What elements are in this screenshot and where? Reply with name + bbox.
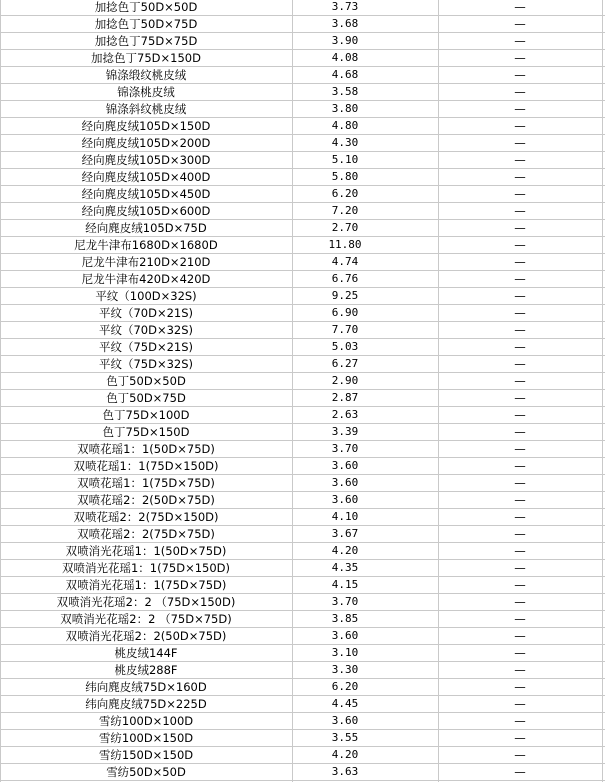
fabric-name-cell[interactable]: 雪纺100D×150D <box>98 731 194 745</box>
table-row[interactable] <box>0 679 605 696</box>
table-row[interactable] <box>0 764 605 781</box>
note-cell[interactable]: — <box>514 612 526 626</box>
note-cell[interactable]: — <box>514 493 526 507</box>
price-cell[interactable]: 4.08 <box>331 51 359 64</box>
price-cell[interactable]: 7.70 <box>331 323 359 336</box>
fabric-name-cell[interactable]: 双喷花瑶1：1(50D×75D) <box>77 442 215 456</box>
note-cell[interactable]: — <box>514 306 526 320</box>
price-cell[interactable]: 3.55 <box>331 731 359 744</box>
fabric-name-cell[interactable]: 尼龙牛津布1680D×1680D <box>74 238 218 252</box>
note-cell[interactable]: — <box>514 697 526 711</box>
fabric-name-cell[interactable]: 双喷花瑶2：2(75D×75D) <box>77 527 215 541</box>
fabric-name-cell[interactable]: 平纹（100D×32S) <box>95 289 197 303</box>
note-cell[interactable]: — <box>514 170 526 184</box>
fabric-name-cell[interactable]: 经向麂皮绒105D×600D <box>81 204 211 218</box>
price-cell[interactable]: 4.15 <box>331 578 359 591</box>
note-cell[interactable]: — <box>514 459 526 473</box>
table-row[interactable] <box>0 594 605 611</box>
fabric-name-cell[interactable]: 经向麂皮绒105D×450D <box>81 187 211 201</box>
table-row[interactable] <box>0 305 605 322</box>
price-cell[interactable]: 4.20 <box>331 544 359 557</box>
table-row[interactable] <box>0 560 605 577</box>
table-row[interactable] <box>0 645 605 662</box>
price-cell[interactable]: 5.80 <box>331 170 359 183</box>
note-cell[interactable]: — <box>514 374 526 388</box>
note-cell[interactable]: — <box>514 629 526 643</box>
table-row[interactable] <box>0 0 605 16</box>
price-cell[interactable]: 6.20 <box>331 187 359 200</box>
table-row[interactable] <box>0 407 605 424</box>
table-row[interactable] <box>0 543 605 560</box>
fabric-name-cell[interactable]: 加捻色丁75D×150D <box>91 51 201 65</box>
price-cell[interactable]: 4.74 <box>331 255 359 268</box>
table-row[interactable] <box>0 220 605 237</box>
note-cell[interactable]: — <box>514 323 526 337</box>
table-row[interactable] <box>0 509 605 526</box>
note-cell[interactable]: — <box>514 731 526 745</box>
fabric-name-cell[interactable]: 双喷消光花瑶1：1(75D×75D) <box>65 578 227 592</box>
table-row[interactable] <box>0 50 605 67</box>
price-cell[interactable]: 4.80 <box>331 119 359 132</box>
price-cell[interactable]: 7.20 <box>331 204 359 217</box>
note-cell[interactable]: — <box>514 204 526 218</box>
table-row[interactable] <box>0 169 605 186</box>
table-row[interactable] <box>0 628 605 645</box>
table-row[interactable] <box>0 390 605 407</box>
fabric-name-cell[interactable]: 纬向麂皮绒75D×225D <box>85 697 207 711</box>
table-row[interactable] <box>0 203 605 220</box>
price-cell[interactable]: 3.30 <box>331 663 359 676</box>
fabric-name-cell[interactable]: 锦涤斜纹桃皮绒 <box>105 102 187 116</box>
note-cell[interactable]: — <box>514 85 526 99</box>
price-cell[interactable]: 3.70 <box>331 442 359 455</box>
table-row[interactable] <box>0 458 605 475</box>
table-row[interactable] <box>0 254 605 271</box>
fabric-name-cell[interactable]: 色丁75D×150D <box>102 425 190 439</box>
price-cell[interactable]: 3.60 <box>331 493 359 506</box>
table-row[interactable] <box>0 288 605 305</box>
fabric-name-cell[interactable]: 色丁50D×50D <box>106 374 186 388</box>
table-row[interactable] <box>0 135 605 152</box>
price-cell[interactable]: 3.67 <box>331 527 359 540</box>
fabric-name-cell[interactable]: 桃皮绒144F <box>114 646 178 660</box>
table-row[interactable] <box>0 237 605 254</box>
table-row[interactable] <box>0 696 605 713</box>
note-cell[interactable]: — <box>514 51 526 65</box>
price-cell[interactable]: 3.80 <box>331 102 359 115</box>
price-cell[interactable]: 4.45 <box>331 697 359 710</box>
note-cell[interactable]: — <box>514 68 526 82</box>
fabric-name-cell[interactable]: 雪纺50D×50D <box>106 765 186 779</box>
fabric-name-cell[interactable]: 双喷消光花瑶2：2 （75D×75D) <box>60 612 232 626</box>
fabric-name-cell[interactable]: 平纹（70D×21S) <box>98 306 194 320</box>
note-cell[interactable]: — <box>514 187 526 201</box>
price-cell[interactable]: 4.10 <box>331 510 359 523</box>
price-cell[interactable]: 11.80 <box>328 238 362 251</box>
fabric-name-cell[interactable]: 经向麂皮绒105D×400D <box>81 170 211 184</box>
price-cell[interactable]: 9.25 <box>331 289 359 302</box>
price-cell[interactable]: 3.90 <box>331 34 359 47</box>
price-cell[interactable]: 3.58 <box>331 85 359 98</box>
note-cell[interactable]: — <box>514 561 526 575</box>
table-row[interactable] <box>0 322 605 339</box>
note-cell[interactable]: — <box>514 221 526 235</box>
fabric-name-cell[interactable]: 平纹（75D×32S) <box>98 357 194 371</box>
note-cell[interactable]: — <box>514 476 526 490</box>
price-cell[interactable]: 5.03 <box>331 340 359 353</box>
table-row[interactable] <box>0 492 605 509</box>
fabric-name-cell[interactable]: 双喷消光花瑶2：2(50D×75D) <box>65 629 227 643</box>
fabric-name-cell[interactable]: 纬向麂皮绒75D×160D <box>85 680 207 694</box>
price-cell[interactable]: 4.30 <box>331 136 359 149</box>
table-row[interactable] <box>0 424 605 441</box>
note-cell[interactable]: — <box>514 255 526 269</box>
table-row[interactable] <box>0 339 605 356</box>
fabric-name-cell[interactable]: 加捻色丁50D×50D <box>94 0 198 14</box>
table-row[interactable] <box>0 84 605 101</box>
fabric-name-cell[interactable]: 双喷花瑶1：1(75D×150D) <box>73 459 219 473</box>
note-cell[interactable]: — <box>514 527 526 541</box>
price-cell[interactable]: 3.73 <box>331 0 359 13</box>
table-row[interactable] <box>0 356 605 373</box>
note-cell[interactable]: — <box>514 102 526 116</box>
fabric-name-cell[interactable]: 平纹（75D×21S) <box>98 340 194 354</box>
fabric-name-cell[interactable]: 经向麂皮绒105D×150D <box>81 119 211 133</box>
note-cell[interactable]: — <box>514 442 526 456</box>
price-cell[interactable]: 3.70 <box>331 595 359 608</box>
price-cell[interactable]: 2.90 <box>331 374 359 387</box>
note-cell[interactable]: — <box>514 391 526 405</box>
note-cell[interactable]: — <box>514 714 526 728</box>
price-cell[interactable]: 4.20 <box>331 748 359 761</box>
note-cell[interactable]: — <box>514 663 526 677</box>
table-row[interactable] <box>0 186 605 203</box>
table-row[interactable] <box>0 118 605 135</box>
fabric-name-cell[interactable]: 经向麂皮绒105D×200D <box>81 136 211 150</box>
note-cell[interactable]: — <box>514 0 526 14</box>
note-cell[interactable]: — <box>514 136 526 150</box>
price-cell[interactable]: 3.63 <box>331 765 359 778</box>
price-cell[interactable]: 2.70 <box>331 221 359 234</box>
note-cell[interactable]: — <box>514 544 526 558</box>
note-cell[interactable]: — <box>514 578 526 592</box>
price-cell[interactable]: 4.35 <box>331 561 359 574</box>
price-cell[interactable]: 6.27 <box>331 357 359 370</box>
fabric-name-cell[interactable]: 经向麂皮绒105D×75D <box>85 221 207 235</box>
price-cell[interactable]: 3.85 <box>331 612 359 625</box>
price-cell[interactable]: 2.63 <box>331 408 359 421</box>
note-cell[interactable]: — <box>514 680 526 694</box>
fabric-name-cell[interactable]: 色丁50D×75D <box>106 391 186 405</box>
fabric-name-cell[interactable]: 色丁75D×100D <box>102 408 190 422</box>
price-cell[interactable]: 2.87 <box>331 391 359 404</box>
note-cell[interactable]: — <box>514 765 526 779</box>
price-cell[interactable]: 3.39 <box>331 425 359 438</box>
fabric-name-cell[interactable]: 尼龙牛津布210D×210D <box>81 255 211 269</box>
fabric-name-cell[interactable]: 双喷消光花瑶2：2 （75D×150D) <box>56 595 236 609</box>
fabric-name-cell[interactable]: 平纹（70D×32S) <box>98 323 194 337</box>
fabric-name-cell[interactable]: 双喷花瑶2：2(75D×150D) <box>73 510 219 524</box>
table-row[interactable] <box>0 441 605 458</box>
table-row[interactable] <box>0 33 605 50</box>
table-row[interactable] <box>0 713 605 730</box>
table-row[interactable] <box>0 526 605 543</box>
note-cell[interactable]: — <box>514 119 526 133</box>
note-cell[interactable]: — <box>514 153 526 167</box>
price-cell[interactable]: 3.60 <box>331 476 359 489</box>
price-cell[interactable]: 3.68 <box>331 17 359 30</box>
fabric-name-cell[interactable]: 双喷花瑶1：1(75D×75D) <box>77 476 215 490</box>
price-cell[interactable]: 6.76 <box>331 272 359 285</box>
table-row[interactable] <box>0 271 605 288</box>
table-row[interactable] <box>0 577 605 594</box>
table-row[interactable] <box>0 730 605 747</box>
fabric-name-cell[interactable]: 双喷花瑶2：2(50D×75D) <box>77 493 215 507</box>
table-row[interactable] <box>0 101 605 118</box>
note-cell[interactable]: — <box>514 646 526 660</box>
table-row[interactable] <box>0 67 605 84</box>
note-cell[interactable]: — <box>514 34 526 48</box>
price-cell[interactable]: 3.60 <box>331 459 359 472</box>
table-row[interactable] <box>0 373 605 390</box>
note-cell[interactable]: — <box>514 357 526 371</box>
fabric-name-cell[interactable]: 加捻色丁75D×75D <box>94 34 198 48</box>
note-cell[interactable]: — <box>514 510 526 524</box>
fabric-name-cell[interactable]: 桃皮绒288F <box>114 663 178 677</box>
note-cell[interactable]: — <box>514 238 526 252</box>
table-row[interactable] <box>0 662 605 679</box>
fabric-name-cell[interactable]: 双喷消光花瑶1：1(75D×150D) <box>61 561 231 575</box>
price-cell[interactable]: 3.10 <box>331 646 359 659</box>
fabric-name-cell[interactable]: 锦涤缎纹桃皮绒 <box>105 68 187 82</box>
price-cell[interactable]: 6.90 <box>331 306 359 319</box>
table-row[interactable] <box>0 747 605 764</box>
price-cell[interactable]: 4.68 <box>331 68 359 81</box>
note-cell[interactable]: — <box>514 595 526 609</box>
fabric-name-cell[interactable]: 加捻色丁50D×75D <box>94 17 198 31</box>
note-cell[interactable]: — <box>514 17 526 31</box>
fabric-name-cell[interactable]: 尼龙牛津布420D×420D <box>81 272 211 286</box>
note-cell[interactable]: — <box>514 748 526 762</box>
table-row[interactable] <box>0 611 605 628</box>
fabric-name-cell[interactable]: 雪纺100D×100D <box>98 714 194 728</box>
note-cell[interactable]: — <box>514 289 526 303</box>
price-cell[interactable]: 3.60 <box>331 714 359 727</box>
note-cell[interactable]: — <box>514 408 526 422</box>
fabric-name-cell[interactable]: 经向麂皮绒105D×300D <box>81 153 211 167</box>
table-row[interactable] <box>0 16 605 33</box>
table-row[interactable] <box>0 152 605 169</box>
fabric-name-cell[interactable]: 锦涤桃皮绒 <box>117 85 175 99</box>
price-cell[interactable]: 5.10 <box>331 153 359 166</box>
fabric-name-cell[interactable]: 双喷消光花瑶1：1(50D×75D) <box>65 544 227 558</box>
table-row[interactable] <box>0 475 605 492</box>
note-cell[interactable]: — <box>514 425 526 439</box>
fabric-name-cell[interactable]: 雪纺150D×150D <box>98 748 194 762</box>
price-cell[interactable]: 6.20 <box>331 680 359 693</box>
price-cell[interactable]: 3.60 <box>331 629 359 642</box>
note-cell[interactable]: — <box>514 272 526 286</box>
note-cell[interactable]: — <box>514 340 526 354</box>
